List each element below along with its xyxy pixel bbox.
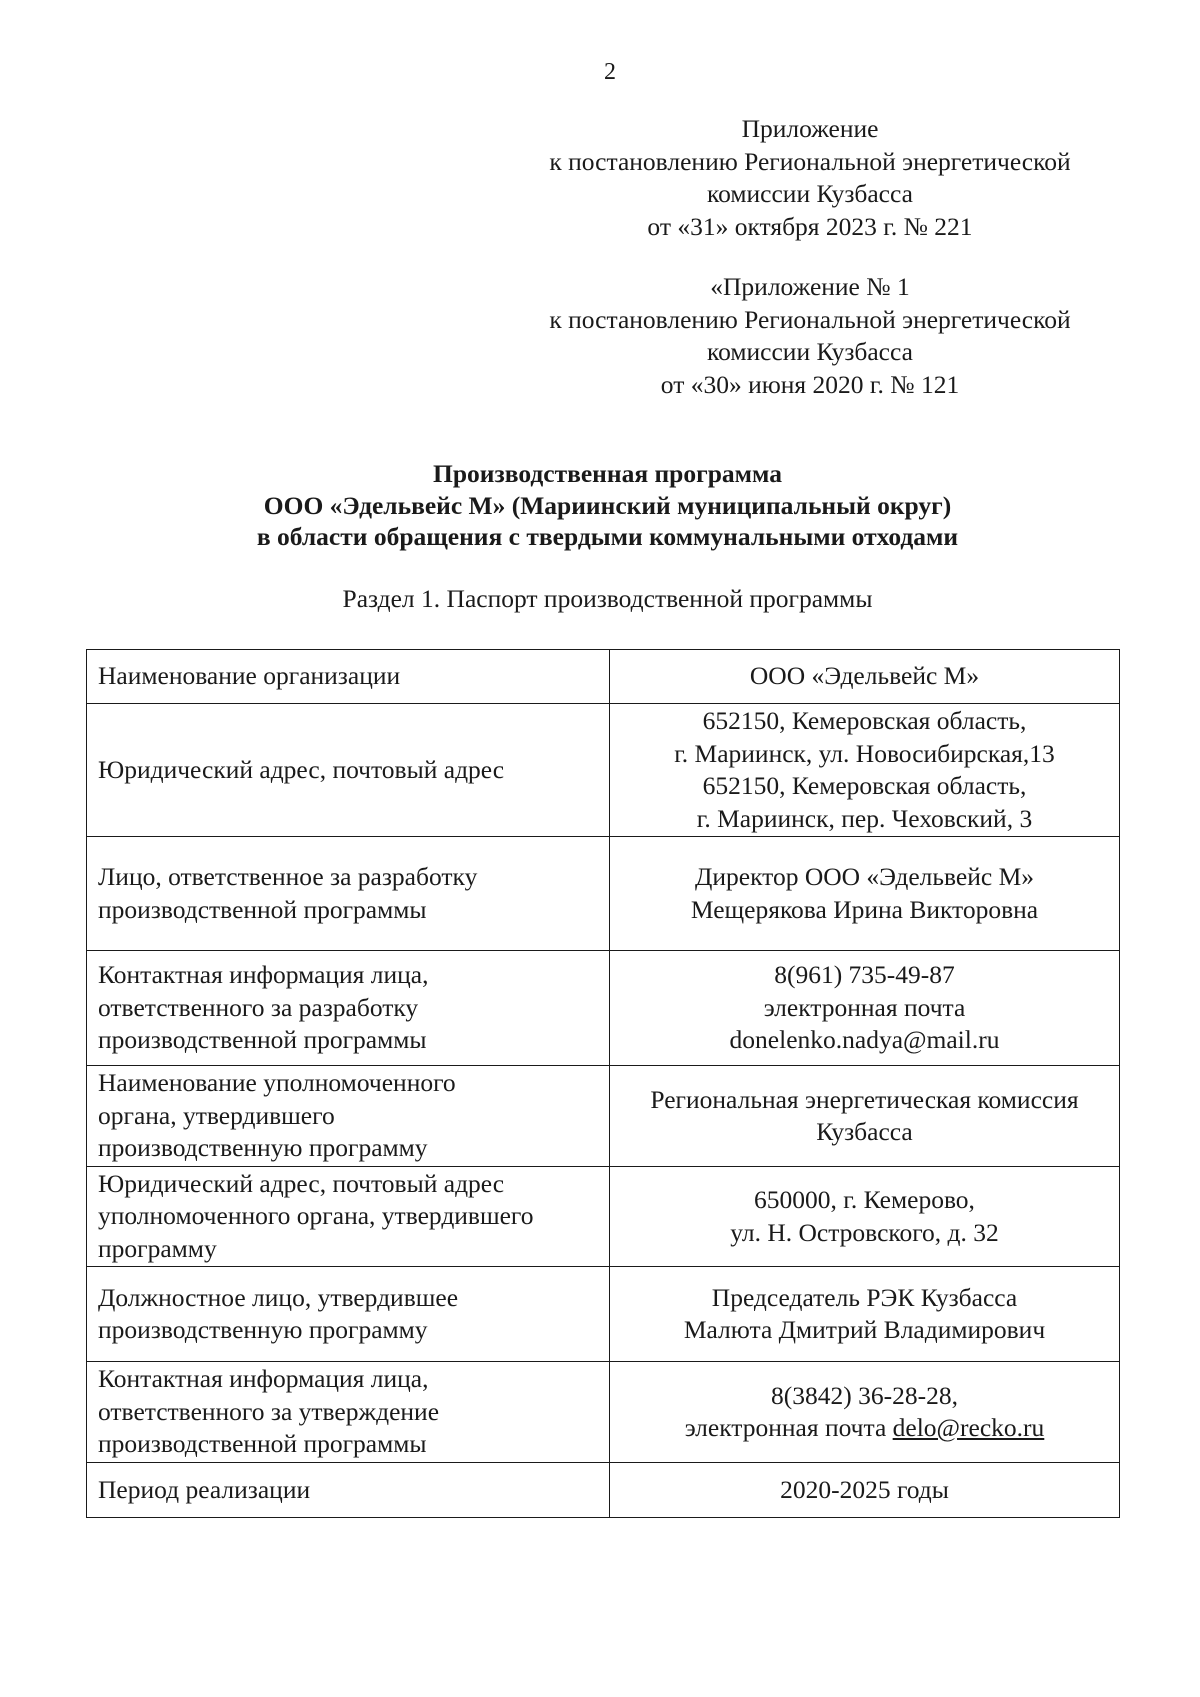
row-value-line xyxy=(616,1412,1113,1445)
email-prefix: электронная почта xyxy=(684,1413,893,1442)
row-value-line: donelenko.nadya@mail.ru xyxy=(729,1025,1000,1055)
row-label-line: производственную программу xyxy=(98,1133,428,1163)
row-value xyxy=(610,704,1120,837)
row-value-line: г. Мариинск, пер. Чеховский, 3 xyxy=(696,803,1033,833)
appendix-line: к постановлению Региональной энергетической xyxy=(549,146,1071,176)
row-value xyxy=(610,650,1120,704)
row-label-line: Период реализации xyxy=(98,1474,311,1504)
row-label-line: уполномоченного органа, утвердившего xyxy=(98,1201,534,1231)
row-value xyxy=(610,1167,1120,1267)
row-value-line: Региональная энергетическая комиссия xyxy=(650,1084,1079,1114)
appendix-header-current xyxy=(520,113,1100,243)
row-value xyxy=(610,1362,1120,1463)
row-label xyxy=(87,1463,610,1518)
appendix-line: Приложение xyxy=(741,114,879,143)
row-label-line: Юридический адрес, почтовый адрес xyxy=(98,754,505,784)
table-row xyxy=(87,1066,1120,1167)
appendix-line: от «31» октября 2023 г. № 221 xyxy=(647,211,973,241)
row-value-line: Кузбасса xyxy=(816,1117,913,1146)
row-value-line: 652150, Кемеровская область, xyxy=(702,706,1027,735)
row-value xyxy=(610,1267,1120,1362)
title-line: ООО «Эдельвейс М» (Мариинский муниципальный округ) xyxy=(263,490,952,520)
row-label-line: ответственного за утверждение xyxy=(98,1396,440,1426)
appendix-line: комиссии Кузбасса xyxy=(707,179,913,208)
row-value-line: Малюта Дмитрий Владимирович xyxy=(683,1315,1046,1344)
row-label-line: Юридический адрес, почтовый адрес xyxy=(98,1168,505,1198)
row-label xyxy=(87,704,610,837)
row-label-line: Наименование организации xyxy=(98,661,401,691)
row-label-line: ответственного за разработку xyxy=(98,992,419,1022)
email-link[interactable]: delo@recko.ru xyxy=(892,1413,1045,1442)
row-label-line: органа, утвердившего xyxy=(98,1100,335,1130)
row-value-line: ООО «Эдельвейс М» xyxy=(749,661,980,691)
row-value-line: 652150, Кемеровская область, xyxy=(702,771,1027,800)
row-label-line: Наименование уполномоченного xyxy=(98,1068,456,1098)
table-row xyxy=(87,837,1120,951)
row-label xyxy=(87,1267,610,1362)
row-label xyxy=(87,1066,610,1167)
table-row xyxy=(87,704,1120,837)
page-number: 2 xyxy=(604,59,616,85)
row-value xyxy=(610,1066,1120,1167)
row-label xyxy=(87,1362,610,1463)
table-row xyxy=(87,1267,1120,1362)
row-value xyxy=(610,837,1120,951)
row-value-line: ул. Н. Островского, д. 32 xyxy=(730,1217,999,1247)
row-value-line: 8(961) 735-49-87 xyxy=(774,960,955,990)
row-value xyxy=(610,951,1120,1066)
document-title xyxy=(0,458,1200,553)
table-row xyxy=(87,650,1120,704)
appendix-line: «Приложение № 1 xyxy=(710,272,910,301)
row-label-line: производственной программы xyxy=(98,894,427,924)
row-value-line: Директор ООО «Эдельвейс М» xyxy=(694,862,1035,891)
row-label xyxy=(87,1167,610,1267)
row-label-line: Должностное лицо, утвердившее xyxy=(98,1282,459,1312)
row-label-line: производственную программу xyxy=(98,1315,428,1344)
table-row xyxy=(87,1167,1120,1267)
table-row xyxy=(87,951,1120,1066)
table-row xyxy=(87,1463,1120,1518)
row-label-line: производственной программы xyxy=(98,1429,427,1459)
row-value-line: г. Мариинск, ул. Новосибирская,13 xyxy=(674,738,1055,768)
appendix-header-original xyxy=(520,271,1100,401)
row-value-line: 2020-2025 годы xyxy=(780,1474,949,1504)
section-title: Раздел 1. Паспорт производственной программы xyxy=(342,584,873,613)
row-value-line: 8(3842) 36-28-28, xyxy=(771,1380,958,1410)
appendix-line: комиссии Кузбасса xyxy=(707,337,913,366)
row-label-line: Лицо, ответственное за разработку xyxy=(98,862,478,891)
row-label-line: производственной программы xyxy=(98,1025,427,1055)
row-value-line: электронная почта xyxy=(763,992,966,1022)
title-line: Производственная программа xyxy=(433,459,782,488)
row-value-line: Мещерякова Ирина Викторовна xyxy=(690,894,1039,924)
row-label xyxy=(87,951,610,1066)
table-row xyxy=(87,1362,1120,1463)
appendix-line: к постановлению Региональной энергетической xyxy=(549,304,1071,334)
passport-table xyxy=(86,649,1120,1518)
row-value-line: 650000, г. Кемерово, xyxy=(754,1185,975,1214)
row-label xyxy=(87,650,610,704)
title-line: в области обращения с твердыми коммунальными отходами xyxy=(256,522,959,551)
row-value xyxy=(610,1463,1120,1518)
row-label-line: Контактная информация лица, xyxy=(98,960,429,990)
row-value-line: Председатель РЭК Кузбасса xyxy=(711,1282,1018,1312)
row-label xyxy=(87,837,610,951)
appendix-line: от «30» июня 2020 г. № 121 xyxy=(660,369,960,399)
row-label-line: Контактная информация лица, xyxy=(98,1364,429,1394)
row-label-line: программу xyxy=(98,1233,217,1263)
